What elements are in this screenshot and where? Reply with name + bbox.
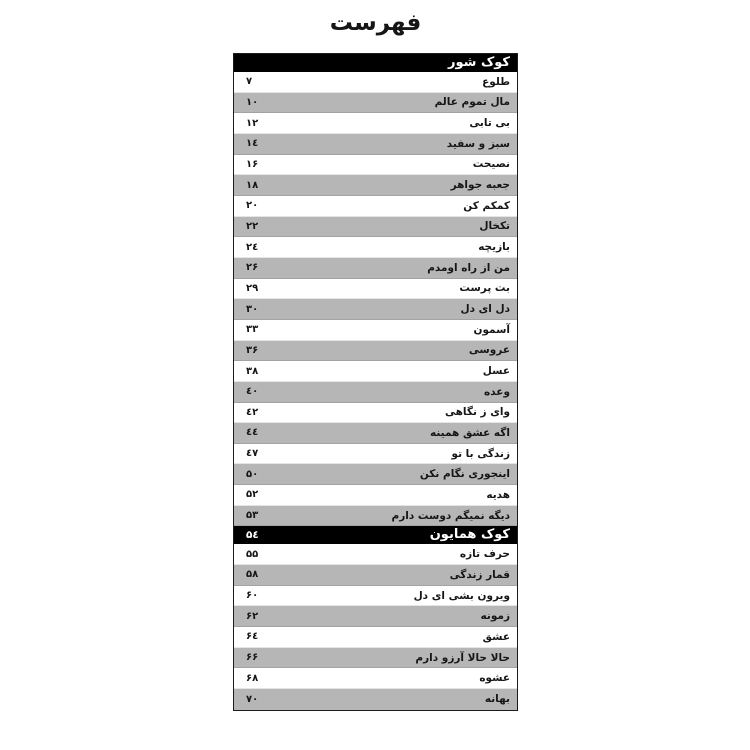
toc-row <box>234 506 517 527</box>
page-number: ٤٤ <box>246 427 259 439</box>
toc-row <box>234 237 517 258</box>
song-title: جعبه جواهر <box>450 179 510 192</box>
song-title: هدیه <box>486 488 510 501</box>
toc-row <box>234 423 517 444</box>
page-number: ۶۸ <box>246 672 259 684</box>
toc-row <box>234 217 517 238</box>
song-title: اینجوری نگام نکن <box>419 468 510 481</box>
song-title: عروسی <box>468 344 510 357</box>
section-header-title: کوک همایون <box>429 526 510 542</box>
toc-row <box>234 606 517 627</box>
song-title: اگه عشق همینه <box>430 426 510 439</box>
toc-row <box>234 258 517 279</box>
toc-row <box>234 544 517 565</box>
song-title: تکخال <box>479 220 510 233</box>
page-number: ۲٤ <box>246 241 259 253</box>
song-title: نصیحت <box>472 158 510 171</box>
section-header-title: کوک شور <box>448 54 510 70</box>
song-title: بهانه <box>484 693 510 706</box>
page-number: ۵۲ <box>246 489 259 501</box>
song-title: بازیچه <box>478 241 510 254</box>
toc-row <box>234 175 517 196</box>
page-number: ۲۲ <box>246 220 259 232</box>
toc-row <box>234 444 517 465</box>
song-title: عشوه <box>479 672 510 685</box>
song-title: عشق <box>482 630 510 643</box>
song-title: وای ز نگاهی <box>445 406 510 419</box>
page-number: ۶۶ <box>246 652 259 664</box>
section-header <box>234 54 517 72</box>
song-title: من از راه اومدم <box>427 261 510 274</box>
toc-row <box>234 299 517 320</box>
song-title: دل ای دل <box>460 303 510 316</box>
song-title: زندگی با تو <box>451 447 510 460</box>
song-title: آسمون <box>473 323 510 336</box>
toc-row <box>234 403 517 424</box>
toc-row <box>234 72 517 93</box>
toc-row <box>234 668 517 689</box>
section-header-page-number: ۵٤ <box>246 528 259 541</box>
toc-row <box>234 93 517 114</box>
page-number: ۳۳ <box>246 324 259 336</box>
toc-row <box>234 586 517 607</box>
toc-row <box>234 113 517 134</box>
page-number: ۷ <box>246 76 253 88</box>
toc-row <box>234 485 517 506</box>
song-title: سبز و سفید <box>446 137 510 150</box>
page-title: فهرست <box>329 10 422 36</box>
song-title: زمونه <box>480 610 510 623</box>
song-title: طلوع <box>482 75 510 88</box>
page-number: ٤۲ <box>246 406 259 418</box>
page-number: ۵۳ <box>246 510 259 522</box>
page-number: ۶٤ <box>246 631 259 643</box>
page-number: ۳۶ <box>246 344 259 356</box>
page-number: ۳۸ <box>246 365 259 377</box>
page-number: ٤۷ <box>246 448 259 460</box>
toc-row <box>234 196 517 217</box>
page-number: ۱٤ <box>246 138 259 150</box>
page-number: ۲۹ <box>246 282 259 294</box>
toc-row <box>234 382 517 403</box>
song-title: دیگه نمیگم دوست دارم <box>391 509 510 522</box>
page-number: ۵۰ <box>246 468 259 480</box>
page-number: ۵۵ <box>246 548 259 560</box>
toc-row <box>234 689 517 710</box>
page-number: ٤۰ <box>246 386 259 398</box>
section-header <box>234 526 517 544</box>
song-title: بی تابی <box>469 117 510 130</box>
song-title: حرف تازه <box>459 548 510 561</box>
toc-row <box>234 565 517 586</box>
song-title: قمار زندگی <box>449 568 510 581</box>
toc-table <box>233 53 518 711</box>
toc-row <box>234 464 517 485</box>
toc-row <box>234 134 517 155</box>
toc-row <box>234 648 517 669</box>
page-number: ۲۰ <box>246 200 259 212</box>
page-number: ۶۲ <box>246 610 259 622</box>
song-title: مال تموم عالم <box>434 96 510 109</box>
page-number: ۷۰ <box>246 693 259 705</box>
song-title: حالا حالا آرزو دارم <box>415 651 510 664</box>
toc-row <box>234 627 517 648</box>
toc-row <box>234 341 517 362</box>
song-title: بت پرست <box>459 282 510 295</box>
page-number: ۱۶ <box>246 158 259 170</box>
song-title: کمکم کن <box>463 199 510 212</box>
page-number: ۱۸ <box>246 179 259 191</box>
song-title: عسل <box>482 365 510 378</box>
page-number: ۶۰ <box>246 590 259 602</box>
song-title: وعده <box>484 385 510 398</box>
page-number: ۵۸ <box>246 569 259 581</box>
page-number: ۱۰ <box>246 96 259 108</box>
toc-row <box>234 279 517 300</box>
toc-row <box>234 320 517 341</box>
page-number: ۱۲ <box>246 117 259 129</box>
toc-row <box>234 155 517 176</box>
toc-row <box>234 361 517 382</box>
song-title: ویرون بشی ای دل <box>413 589 510 602</box>
page-number: ۳۰ <box>246 303 259 315</box>
page-number: ۲۶ <box>246 262 259 274</box>
